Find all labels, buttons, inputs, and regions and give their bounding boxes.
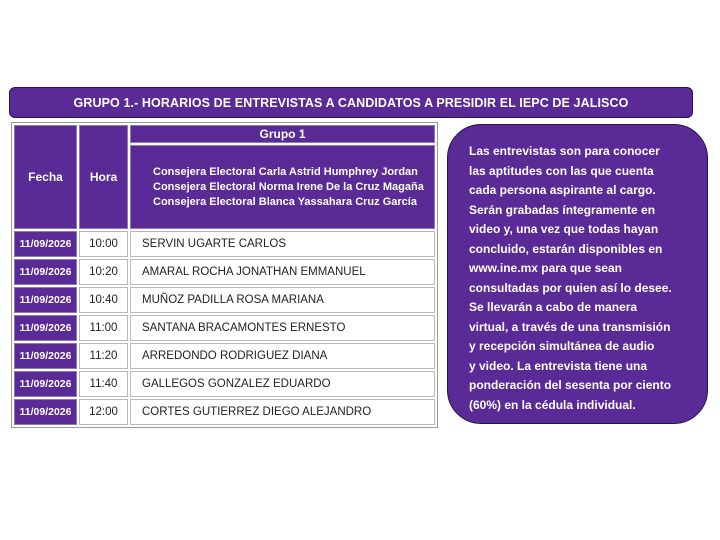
header-grupo: Grupo 1 [130, 125, 435, 143]
note-line: consultadas por quien así lo desee. [469, 280, 672, 295]
note-line: y recepción simultánea de audio [469, 339, 655, 353]
consejera-name: Consejera Electoral Norma Irene De la Cruz Magaña [153, 180, 424, 193]
table-row [14, 231, 435, 257]
row-fecha: 11/09/2026 [14, 371, 77, 397]
page-title: GRUPO 1.- HORARIOS DE ENTREVISTAS A CANDIDATOS A PRESIDIR EL IEPC DE JALISCO [73, 95, 629, 110]
note-line: concluido, estarán disponibles en [469, 241, 663, 256]
note-line: las aptitudes con las que cuenta [469, 163, 654, 178]
note-line: www.ine.mx para que sean [469, 261, 622, 275]
consejera-name: Consejera Electoral Blanca Yassahara Cruz García [153, 195, 417, 208]
note-line: cada persona aspirante al cargo. [469, 183, 656, 197]
table-row [14, 371, 435, 397]
table-row [14, 259, 435, 285]
row-candidate: SERVIN UGARTE CARLOS [130, 231, 435, 257]
table-row [14, 315, 435, 341]
page-title-banner [9, 87, 693, 118]
schedule-table [11, 122, 438, 428]
row-hora: 10:20 [79, 259, 128, 285]
row-candidate: SANTANA BRACAMONTES ERNESTO [130, 315, 435, 341]
note-line: ponderación del sesenta por ciento [469, 378, 672, 392]
row-candidate: ARREDONDO RODRIGUEZ DIANA [130, 343, 435, 369]
row-candidate: CORTES GUTIERREZ DIEGO ALEJANDRO [130, 399, 435, 425]
note-line: (60%) en la cédula individual. [469, 397, 636, 412]
header-fecha: Fecha [14, 125, 77, 229]
row-hora: 10:00 [79, 231, 128, 257]
row-candidate: MUÑOZ PADILLA ROSA MARIANA [130, 287, 435, 313]
row-fecha: 11/09/2026 [14, 315, 77, 341]
row-hora: 10:40 [79, 287, 128, 313]
header-hora: Hora [79, 125, 128, 229]
note-line: Se llevarán a cabo de manera [469, 300, 638, 314]
row-fecha: 11/09/2026 [14, 231, 77, 257]
table-row [14, 399, 435, 425]
note-line: virtual, a través de una transmisión [469, 319, 671, 334]
row-fecha: 11/09/2026 [14, 259, 77, 285]
info-note [447, 124, 708, 424]
row-fecha: 11/09/2026 [14, 399, 77, 425]
row-hora: 11:20 [79, 343, 128, 369]
row-hora: 12:00 [79, 399, 128, 425]
note-line: Las entrevistas son para conocer [469, 144, 660, 158]
consejera-name: Consejera Electoral Carla Astrid Humphrey Jordan [153, 165, 418, 178]
header-consejeras [130, 145, 435, 229]
table-row [14, 343, 435, 369]
row-hora: 11:00 [79, 315, 128, 341]
note-line: Serán grabadas íntegramente en [469, 202, 656, 217]
note-line: video y, una vez que todas hayan [469, 222, 659, 236]
note-line: y video. La entrevista tiene una [469, 358, 648, 373]
row-candidate: GALLEGOS GONZALEZ EDUARDO [130, 371, 435, 397]
row-fecha: 11/09/2026 [14, 343, 77, 369]
row-candidate: AMARAL ROCHA JONATHAN EMMANUEL [130, 259, 435, 285]
row-hora: 11:40 [79, 371, 128, 397]
table-row [14, 287, 435, 313]
row-fecha: 11/09/2026 [14, 287, 77, 313]
